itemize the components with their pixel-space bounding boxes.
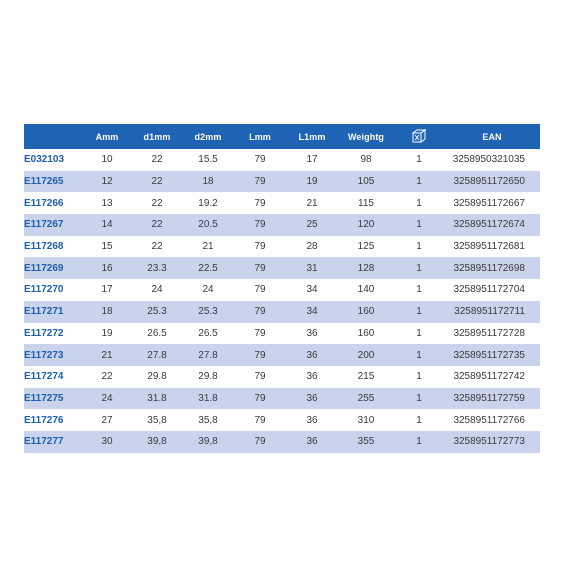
cell-ean: 3258951172667 xyxy=(444,192,540,214)
cell-l: 79 xyxy=(234,301,286,323)
table-row xyxy=(24,344,540,366)
cell-l: 79 xyxy=(234,388,286,410)
cell-a: 22 xyxy=(82,366,132,388)
table-row xyxy=(24,409,540,431)
cell-l1: 36 xyxy=(286,388,338,410)
cell-a: 10 xyxy=(82,149,132,171)
cell-l: 79 xyxy=(234,279,286,301)
table-row xyxy=(24,366,540,388)
cell-qty: 1 xyxy=(394,409,444,431)
cell-l: 79 xyxy=(234,236,286,258)
cell-d1: 39,8 xyxy=(132,431,182,453)
cell-l1: 36 xyxy=(286,431,338,453)
cell-l: 79 xyxy=(234,323,286,345)
cell-ref: E117267 xyxy=(24,214,82,236)
header-d2: d2mm xyxy=(182,124,234,149)
table-row xyxy=(24,279,540,301)
cell-ean: 3258951172735 xyxy=(444,344,540,366)
cell-a: 12 xyxy=(82,171,132,193)
cell-weight: 128 xyxy=(338,257,394,279)
cell-l: 79 xyxy=(234,257,286,279)
cell-weight: 310 xyxy=(338,409,394,431)
cell-qty: 1 xyxy=(394,236,444,258)
cell-ref: E117272 xyxy=(24,323,82,345)
cell-l1: 36 xyxy=(286,323,338,345)
cell-l: 79 xyxy=(234,214,286,236)
cell-ean: 3258951172766 xyxy=(444,409,540,431)
cell-weight: 120 xyxy=(338,214,394,236)
cell-ean: 3258951172674 xyxy=(444,214,540,236)
cell-d1: 26.5 xyxy=(132,323,182,345)
cell-a: 14 xyxy=(82,214,132,236)
cell-d2: 18 xyxy=(182,171,234,193)
cell-qty: 1 xyxy=(394,301,444,323)
cell-d2: 21 xyxy=(182,236,234,258)
cell-d1: 22 xyxy=(132,171,182,193)
header-l1: L1mm xyxy=(286,124,338,149)
cell-qty: 1 xyxy=(394,149,444,171)
cell-a: 17 xyxy=(82,279,132,301)
cell-l1: 17 xyxy=(286,149,338,171)
cell-d1: 23.3 xyxy=(132,257,182,279)
cell-ean: 3258951172650 xyxy=(444,171,540,193)
table-row xyxy=(24,301,540,323)
cell-l: 79 xyxy=(234,149,286,171)
cell-qty: 1 xyxy=(394,192,444,214)
cell-d1: 35,8 xyxy=(132,409,182,431)
cell-d2: 25.3 xyxy=(182,301,234,323)
cell-a: 18 xyxy=(82,301,132,323)
cell-l1: 34 xyxy=(286,301,338,323)
cell-d2: 31.8 xyxy=(182,388,234,410)
header-quantity xyxy=(394,124,444,149)
header-weight: Weightg xyxy=(338,124,394,149)
cell-ref: E117274 xyxy=(24,366,82,388)
cell-l1: 19 xyxy=(286,171,338,193)
cell-d2: 15.5 xyxy=(182,149,234,171)
cell-a: 30 xyxy=(82,431,132,453)
cell-ean: 3258951172773 xyxy=(444,431,540,453)
cell-qty: 1 xyxy=(394,388,444,410)
cell-weight: 105 xyxy=(338,171,394,193)
cell-ref: E032103 xyxy=(24,149,82,171)
cell-d2: 35,8 xyxy=(182,409,234,431)
cell-d2: 19.2 xyxy=(182,192,234,214)
table-row xyxy=(24,192,540,214)
table-row xyxy=(24,149,540,171)
table-row xyxy=(24,214,540,236)
table-row xyxy=(24,431,540,453)
cell-d1: 22 xyxy=(132,149,182,171)
cell-l1: 28 xyxy=(286,236,338,258)
cell-ref: E117269 xyxy=(24,257,82,279)
header-a: Amm xyxy=(82,124,132,149)
cell-weight: 255 xyxy=(338,388,394,410)
cell-ref: E117265 xyxy=(24,171,82,193)
cell-d1: 27.8 xyxy=(132,344,182,366)
cell-d1: 29.8 xyxy=(132,366,182,388)
cell-d1: 24 xyxy=(132,279,182,301)
cell-ref: E117270 xyxy=(24,279,82,301)
cell-qty: 1 xyxy=(394,366,444,388)
table-row xyxy=(24,236,540,258)
cell-l1: 36 xyxy=(286,366,338,388)
cell-a: 21 xyxy=(82,344,132,366)
cell-ean: 3258951172681 xyxy=(444,236,540,258)
cell-qty: 1 xyxy=(394,323,444,345)
cell-l: 79 xyxy=(234,192,286,214)
cell-qty: 1 xyxy=(394,279,444,301)
cell-a: 19 xyxy=(82,323,132,345)
cell-qty: 1 xyxy=(394,431,444,453)
cell-weight: 160 xyxy=(338,301,394,323)
table-row xyxy=(24,388,540,410)
cell-ref: E117277 xyxy=(24,431,82,453)
cell-d1: 22 xyxy=(132,192,182,214)
cell-ean: 3258951172704 xyxy=(444,279,540,301)
cell-qty: 1 xyxy=(394,257,444,279)
cell-a: 27 xyxy=(82,409,132,431)
cell-l: 79 xyxy=(234,409,286,431)
cell-qty: 1 xyxy=(394,344,444,366)
cell-l: 79 xyxy=(234,344,286,366)
cell-d2: 39,8 xyxy=(182,431,234,453)
table-row xyxy=(24,171,540,193)
product-spec-table xyxy=(24,124,540,453)
cell-l: 79 xyxy=(234,366,286,388)
cell-weight: 215 xyxy=(338,366,394,388)
cell-l: 79 xyxy=(234,431,286,453)
cell-d2: 20.5 xyxy=(182,214,234,236)
cell-weight: 125 xyxy=(338,236,394,258)
cell-qty: 1 xyxy=(394,214,444,236)
cell-ref: E117266 xyxy=(24,192,82,214)
cell-weight: 160 xyxy=(338,323,394,345)
cell-d2: 22.5 xyxy=(182,257,234,279)
cell-ean: 3258951172698 xyxy=(444,257,540,279)
cell-a: 15 xyxy=(82,236,132,258)
cell-ref: E117273 xyxy=(24,344,82,366)
cell-ean: 3258951172711 xyxy=(444,301,540,323)
cell-ref: E117276 xyxy=(24,409,82,431)
cell-d2: 24 xyxy=(182,279,234,301)
cell-a: 16 xyxy=(82,257,132,279)
cell-weight: 115 xyxy=(338,192,394,214)
cell-d2: 29.8 xyxy=(182,366,234,388)
cell-l1: 25 xyxy=(286,214,338,236)
cell-qty: 1 xyxy=(394,171,444,193)
cell-l1: 31 xyxy=(286,257,338,279)
header-d1: d1mm xyxy=(132,124,182,149)
cell-d1: 31.8 xyxy=(132,388,182,410)
cell-a: 13 xyxy=(82,192,132,214)
cell-ref: E117275 xyxy=(24,388,82,410)
cell-ean: 3258951172728 xyxy=(444,323,540,345)
cell-d1: 22 xyxy=(132,214,182,236)
cell-ean: 3258950321035 xyxy=(444,149,540,171)
cell-weight: 140 xyxy=(338,279,394,301)
box-icon xyxy=(411,128,427,146)
cell-l1: 21 xyxy=(286,192,338,214)
cell-d2: 27.8 xyxy=(182,344,234,366)
cell-d1: 25.3 xyxy=(132,301,182,323)
cell-d2: 26.5 xyxy=(182,323,234,345)
header-l: Lmm xyxy=(234,124,286,149)
table-row xyxy=(24,323,540,345)
cell-ean: 3258951172742 xyxy=(444,366,540,388)
cell-d1: 22 xyxy=(132,236,182,258)
cell-weight: 98 xyxy=(338,149,394,171)
table-row xyxy=(24,257,540,279)
cell-ref: E117268 xyxy=(24,236,82,258)
header-ref xyxy=(24,124,82,149)
cell-a: 24 xyxy=(82,388,132,410)
cell-l1: 36 xyxy=(286,344,338,366)
cell-weight: 200 xyxy=(338,344,394,366)
cell-l: 79 xyxy=(234,171,286,193)
cell-l1: 34 xyxy=(286,279,338,301)
cell-weight: 355 xyxy=(338,431,394,453)
header-ean: EAN xyxy=(444,124,540,149)
table-header-row xyxy=(24,124,540,149)
cell-ean: 3258951172759 xyxy=(444,388,540,410)
cell-l1: 36 xyxy=(286,409,338,431)
cell-ref: E117271 xyxy=(24,301,82,323)
